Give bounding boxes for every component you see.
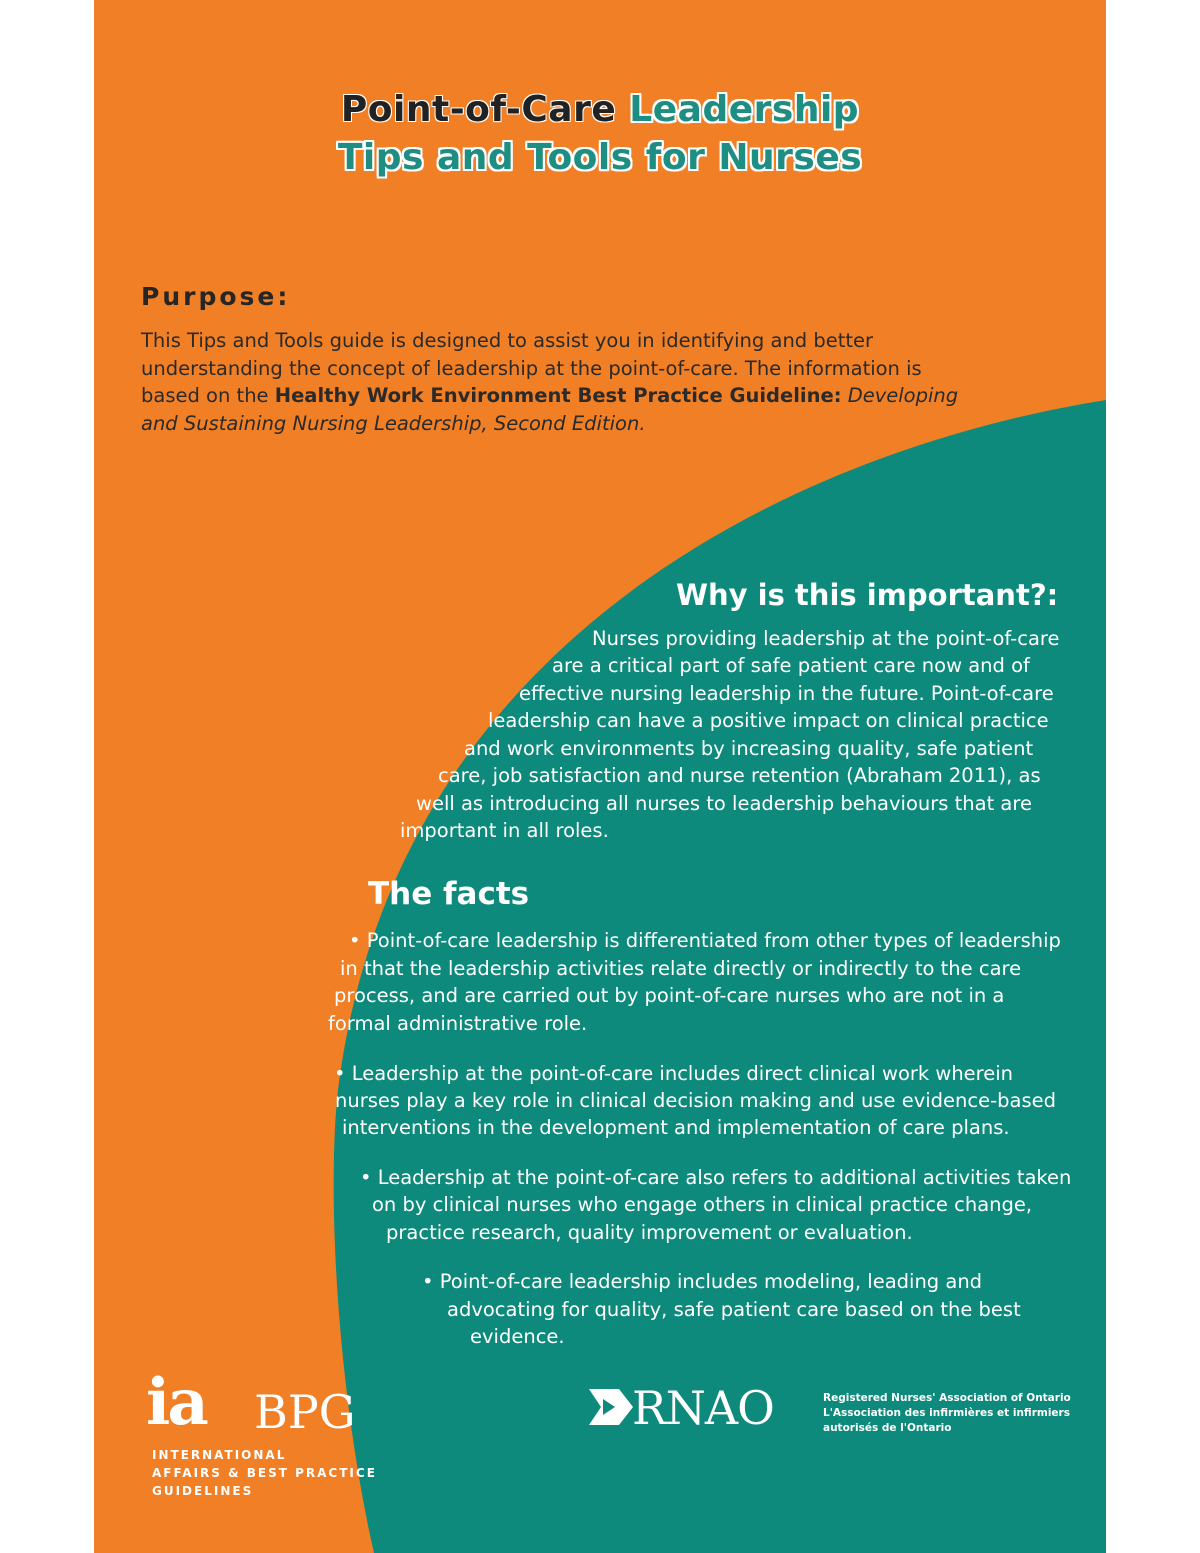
fact-line: process, and are carried out by point-of-care nurses who are not in a bbox=[334, 984, 1005, 1007]
iabpg-subtitle-line: AFFAIRS & BEST PRACTICE bbox=[152, 1466, 377, 1480]
purpose-text bbox=[141, 327, 971, 437]
purpose-heading: Purpose: bbox=[141, 282, 291, 311]
why-text-line: effective nursing leadership in the future. Point-of-care bbox=[519, 682, 1054, 705]
title-leadership: Leadership bbox=[629, 89, 860, 130]
purpose-text-intro: This Tips and Tools guide is designed to assist you in identifying and better understanding the concept of leadership at the point-of-care. The information is based on the bbox=[141, 329, 922, 407]
title-point-of-care: Point-of-Care bbox=[340, 89, 617, 130]
rnao-logo-text: RNAO bbox=[632, 1381, 774, 1435]
iabpg-subtitle-line: INTERNATIONAL bbox=[152, 1448, 287, 1462]
purpose-guideline-title: Developing and Sustaining Nursing Leadership, Second Edition. bbox=[141, 384, 959, 435]
why-text-line: and work environments by increasing quality, safe patient bbox=[464, 737, 1034, 760]
fact-line: • Point-of-care leadership includes modeling, leading and bbox=[422, 1270, 983, 1293]
fact-line: evidence. bbox=[470, 1325, 565, 1348]
rnao-description-line: autorisés de l'Ontario bbox=[823, 1422, 952, 1434]
iabpg-subtitle bbox=[152, 1446, 377, 1500]
document-page bbox=[94, 0, 1106, 1553]
facts-heading: The facts bbox=[368, 876, 530, 912]
fact-line: in that the leadership activities relate directly or indirectly to the care bbox=[340, 957, 1022, 980]
rnao-arrow-icon bbox=[589, 1387, 633, 1427]
ia-logo-text: ia bbox=[146, 1365, 206, 1440]
fact-line: on by clinical nurses who engage others in clinical practice change, bbox=[372, 1193, 1033, 1216]
fact-line: nurses play a key role in clinical decision making and use evidence-based bbox=[335, 1089, 1057, 1112]
fact-line: • Point-of-care leadership is differentiated from other types of leadership bbox=[349, 929, 1061, 952]
why-text-line: leadership can have a positive impact on clinical practice bbox=[488, 709, 1049, 732]
page-title-line2: Tips and Tools for Nurses bbox=[337, 137, 863, 178]
fact-line: practice research, quality improvement or evaluation. bbox=[386, 1221, 913, 1244]
why-text-line: well as introducing all nurses to leadership behaviours that are bbox=[416, 792, 1032, 815]
why-heading: Why is this important?: bbox=[676, 578, 1059, 612]
fact-line: • Leadership at the point-of-care also refers to additional activities taken bbox=[360, 1166, 1072, 1189]
fact-line: • Leadership at the point-of-care includes direct clinical work wherein bbox=[334, 1062, 1014, 1085]
rnao-description-line: Registered Nurses' Association of Ontario bbox=[823, 1392, 1071, 1404]
why-text-line: are a critical part of safe patient care now and of bbox=[552, 654, 1030, 677]
why-text-line: Nurses providing leadership at the point-of-care bbox=[592, 627, 1060, 650]
purpose-guideline-name: Healthy Work Environment Best Practice Guideline: bbox=[274, 384, 842, 407]
why-text-line: important in all roles. bbox=[400, 819, 609, 842]
fact-line: formal administrative role. bbox=[328, 1012, 588, 1035]
rnao-description-line: L'Association des infirmières et infirmiers bbox=[823, 1407, 1070, 1419]
bpg-logo-text: BPG bbox=[254, 1385, 356, 1439]
fact-line: interventions in the development and implementation of care plans. bbox=[342, 1116, 1010, 1139]
iabpg-subtitle-line: GUIDELINES bbox=[152, 1484, 254, 1498]
fact-line: advocating for quality, safe patient care based on the best bbox=[447, 1298, 1021, 1321]
rnao-description bbox=[823, 1391, 1071, 1436]
why-text-line: care, job satisfaction and nurse retention (Abraham 2011), as bbox=[438, 764, 1041, 787]
